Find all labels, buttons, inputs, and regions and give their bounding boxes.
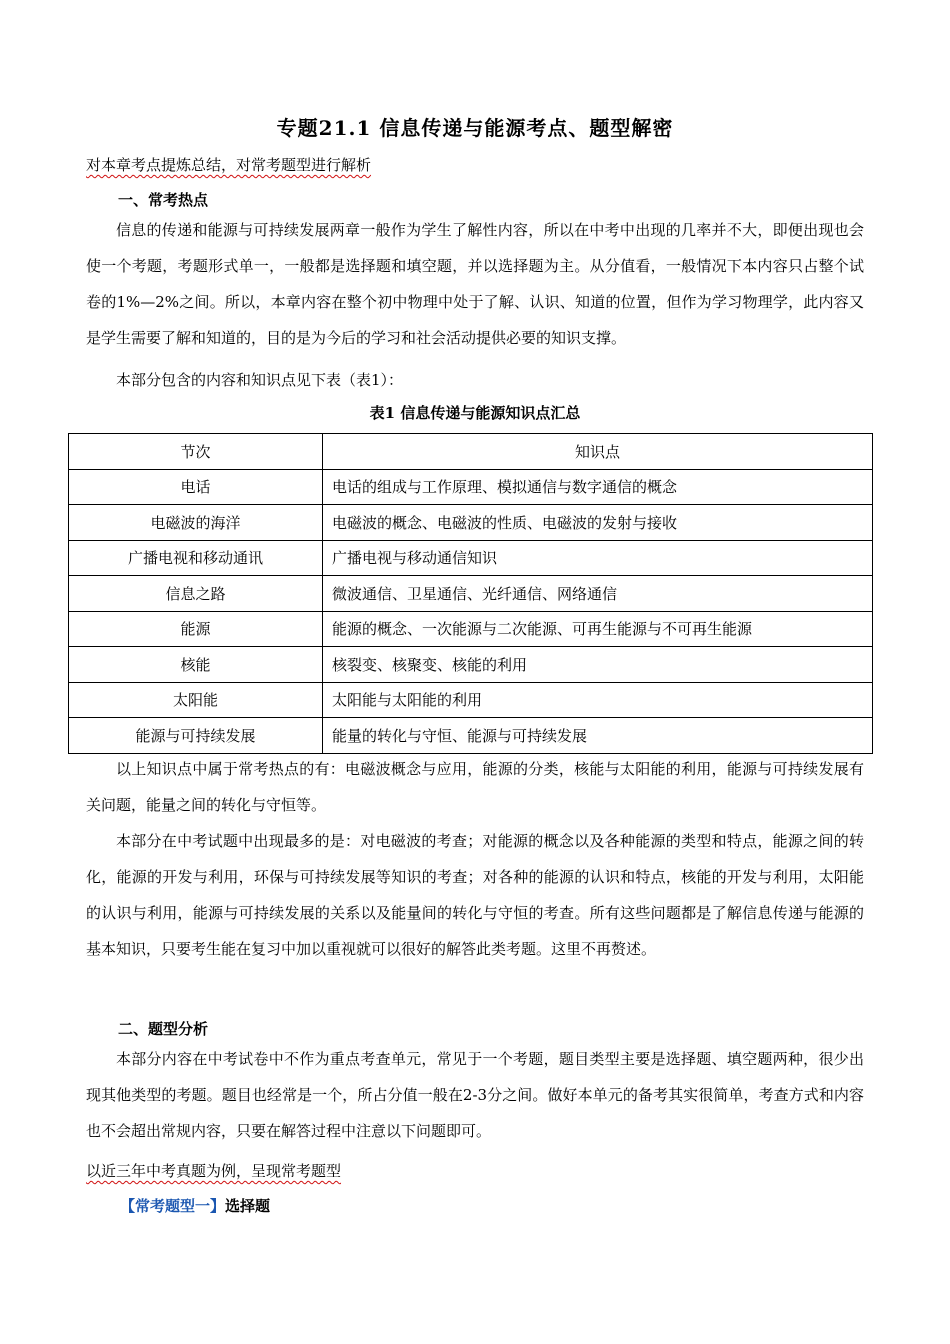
cell-knowledge: 太阳能与太阳能的利用 xyxy=(323,682,873,718)
table-row xyxy=(69,469,873,505)
paragraph-intro: 信息的传递和能源与可持续发展两章一般作为学生了解性内容，所以在中考中出现的几率并不大，即便出现也会使一个考题，考题形式单一，一般都是选择题和填空题，并以选择题为主。从分值看，一般情况下本内容只占整个试卷的1%—2%之间。所以，本章内容在整个初中物理中处于了解、认识、知道的位置，但作为学习物理学，此内容又是学生需要了解和知道的，目的是为今后的学习和社会活动提供必要的知识支撑。 xyxy=(86,221,864,347)
table-row xyxy=(69,718,873,754)
cell-section: 太阳能 xyxy=(69,682,323,718)
paragraph-hot-points: 以上知识点中属于常考热点的有：电磁波概念与应用，能源的分类，核能与太阳能的利用，能源与可持续发展有关问题，能量之间的转化与守恒等。 xyxy=(86,760,864,814)
cell-knowledge: 能量的转化与守恒、能源与可持续发展 xyxy=(323,718,873,754)
paragraph-exam-focus: 本部分在中考试题中出现最多的是：对电磁波的考查；对能源的概念以及各种能源的类型和特点，能源之间的转化，能源的开发与利用，环保与可持续发展等知识的考查；对各种的能源的认识和特点，核能的开发与利用，太阳能的认识与利用，能源与可持续发展的关系以及能量间的转化与守恒的考查。所有这些问题都是了解信息传递与能源的基本知识，只要考生能在复习中加以重视就可以很好的解答此类考题。这里不再赘述。 xyxy=(86,832,864,958)
cell-knowledge: 广播电视与移动通信知识 xyxy=(323,540,873,576)
table-row xyxy=(69,540,873,576)
cell-knowledge: 能源的概念、一次能源与二次能源、可再生能源与不可再生能源 xyxy=(323,611,873,647)
subtitle-note: 对本章考点提炼总结，对常考题型进行解析 xyxy=(86,156,372,174)
question-type-one-bracket: 【常考题型一】 xyxy=(120,1197,226,1215)
cell-knowledge: 电话的组成与工作原理、模拟通信与数字通信的概念 xyxy=(323,469,873,505)
cell-section: 信息之路 xyxy=(69,576,323,612)
paragraph-table-intro: 本部分包含的内容和知识点见下表（表1）： xyxy=(116,371,404,389)
table-row xyxy=(69,647,873,683)
cell-section: 能源 xyxy=(69,611,323,647)
question-type-one-label: 选择题 xyxy=(225,1197,271,1215)
cell-section: 广播电视和移动通讯 xyxy=(69,540,323,576)
example-note: 以近三年中考真题为例，呈现常考题型 xyxy=(86,1162,342,1180)
table-row xyxy=(69,576,873,612)
paragraph-question-analysis: 本部分内容在中考试卷中不作为重点考查单元，常见于一个考题，题目类型主要是选择题、填空题两种，很少出现其他类型的考题。题目也经常是一个，所占分值一般在2-3分之间。做好本单元的备考其实很简单，考查方式和内容也不会超出常规内容，只要在解答过程中注意以下问题即可。 xyxy=(86,1050,864,1140)
cell-knowledge: 微波通信、卫星通信、光纤通信、网络通信 xyxy=(323,576,873,612)
question-type-one xyxy=(120,1195,270,1216)
cell-section: 电磁波的海洋 xyxy=(69,505,323,541)
table-header-row xyxy=(69,434,873,470)
section-heading-hot-topics: 一、常考热点 xyxy=(118,191,209,209)
cell-knowledge: 电磁波的概念、电磁波的性质、电磁波的发射与接收 xyxy=(323,505,873,541)
knowledge-table xyxy=(68,433,873,754)
table-row xyxy=(69,505,873,541)
table-caption: 表1 信息传递与能源知识点汇总 xyxy=(369,404,581,422)
cell-section: 电话 xyxy=(69,469,323,505)
table-row xyxy=(69,611,873,647)
header-knowledge: 知识点 xyxy=(323,434,873,470)
section-heading-question-types: 二、题型分析 xyxy=(118,1020,209,1038)
cell-section: 核能 xyxy=(69,647,323,683)
table-row xyxy=(69,682,873,718)
cell-knowledge: 核裂变、核聚变、核能的利用 xyxy=(323,647,873,683)
cell-section: 能源与可持续发展 xyxy=(69,718,323,754)
page-title: 专题21.1 信息传递与能源考点、题型解密 xyxy=(276,116,674,140)
header-section: 节次 xyxy=(69,434,323,470)
